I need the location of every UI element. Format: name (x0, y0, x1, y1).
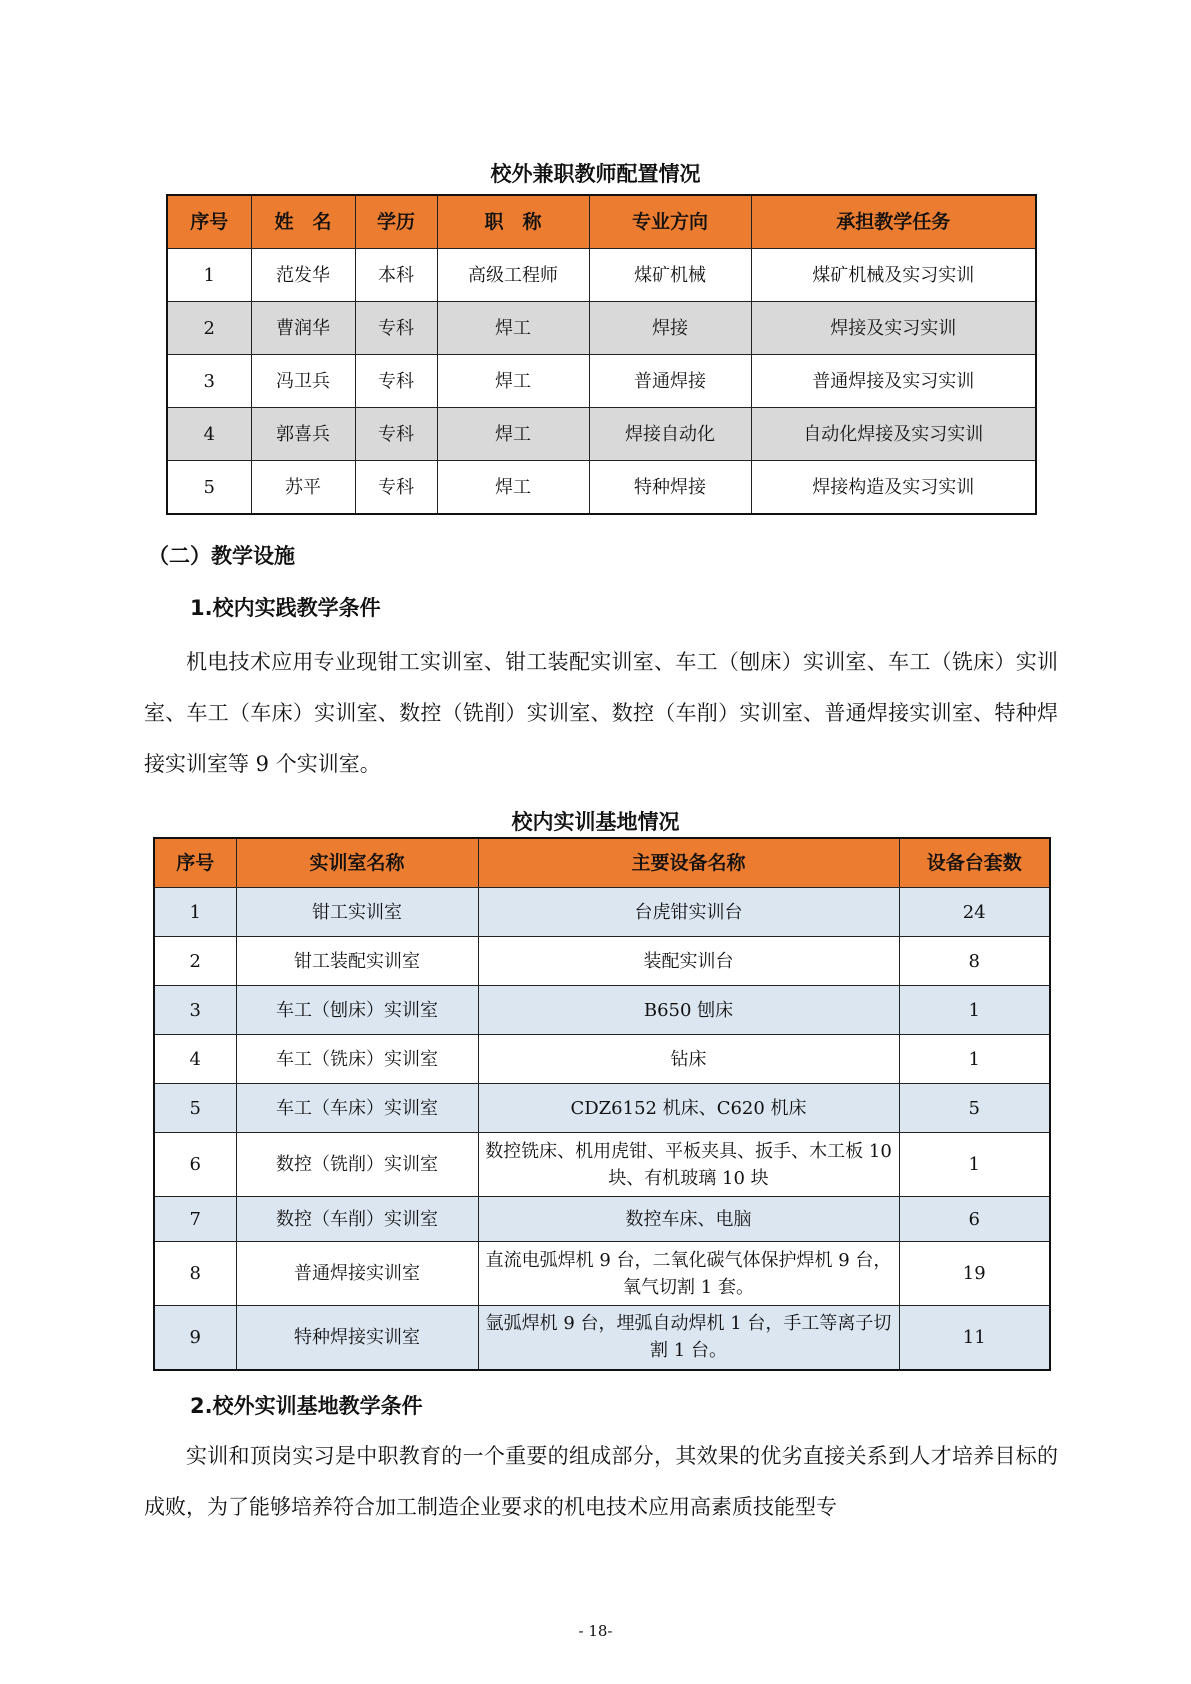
table-cell: 4 (154, 1035, 236, 1084)
table-row (167, 461, 1036, 515)
table-cell: 钳工装配实训室 (236, 937, 478, 986)
subsection-title-1: 1.校内实践教学条件 (190, 596, 381, 620)
table-row (154, 1242, 1050, 1306)
table-cell: 8 (154, 1242, 236, 1306)
table-cell: 数控铣床、机用虎钳、平板夹具、扳手、木工板 10 块、有机玻璃 10 块 (478, 1133, 899, 1197)
table-cell: 钳工实训室 (236, 888, 478, 937)
header-cell: 承担教学任务 (751, 195, 1036, 249)
table-cell: 煤矿机械及实习实训 (751, 249, 1036, 302)
header-cell: 职 称 (437, 195, 589, 249)
paragraph-2: 实训和顶岗实习是中职教育的一个重要的组成部分，其效果的优劣直接关系到人才培养目标的成败，为了能够培养符合加工制造企业要求的机电技术应用高素质技能型专 (144, 1444, 1058, 1519)
table-cell: 数控车床、电脑 (478, 1197, 899, 1242)
table-cell: 煤矿机械 (589, 249, 751, 302)
table-cell: 6 (899, 1197, 1050, 1242)
table-cell: 3 (167, 355, 251, 408)
table-cell: 特种焊接实训室 (236, 1306, 478, 1370)
table-cell: 5 (154, 1084, 236, 1133)
section-title: （二）教学设施 (148, 544, 295, 568)
table-cell: 焊接 (589, 302, 751, 355)
table-cell: 1 (899, 1133, 1050, 1197)
table-cell: 普通焊接及实习实训 (751, 355, 1036, 408)
table-cell: 24 (899, 888, 1050, 937)
table-cell: 5 (167, 461, 251, 515)
table-cell: 车工（刨床）实训室 (236, 986, 478, 1035)
table2-title: 校内实训基地情况 (511, 810, 680, 834)
table-row (154, 1197, 1050, 1242)
table-cell: 数控（铣削）实训室 (236, 1133, 478, 1197)
table-row (154, 1035, 1050, 1084)
training-base-table (153, 837, 1051, 1371)
table-cell: 3 (154, 986, 236, 1035)
table-row (154, 888, 1050, 937)
table-cell: 车工（车床）实训室 (236, 1084, 478, 1133)
table-row (154, 986, 1050, 1035)
header-cell: 序号 (154, 838, 236, 888)
header-cell: 学历 (355, 195, 437, 249)
header-cell: 实训室名称 (236, 838, 478, 888)
table-cell: 5 (899, 1084, 1050, 1133)
table-cell: 范发华 (251, 249, 355, 302)
table-cell: 专科 (355, 302, 437, 355)
table-cell: CDZ6152 机床、C620 机床 (478, 1084, 899, 1133)
table-cell: 氩弧焊机 9 台，埋弧自动焊机 1 台，手工等离子切割 1 台。 (478, 1306, 899, 1370)
table-cell: 本科 (355, 249, 437, 302)
table-cell: 6 (154, 1133, 236, 1197)
table-cell: 焊接及实习实训 (751, 302, 1036, 355)
table-cell: 高级工程师 (437, 249, 589, 302)
table-cell: 1 (899, 986, 1050, 1035)
header-cell: 姓 名 (251, 195, 355, 249)
table-cell: 苏平 (251, 461, 355, 515)
header-cell: 专业方向 (589, 195, 751, 249)
table-cell: 焊工 (437, 302, 589, 355)
table-cell: 焊工 (437, 355, 589, 408)
table-cell: B650 刨床 (478, 986, 899, 1035)
paragraph-1: 机电技术应用专业现钳工实训室、钳工装配实训室、车工（刨床）实训室、车工（铣床）实训室、车工（车床）实训室、数控（铣削）实训室、数控（车削）实训室、普通焊接实训室、特种焊接实训室等 9 个实训室。 (144, 650, 1058, 776)
table-cell: 1 (899, 1035, 1050, 1084)
table-cell: 焊接自动化 (589, 408, 751, 461)
table-cell: 11 (899, 1306, 1050, 1370)
header-cell: 主要设备名称 (478, 838, 899, 888)
table-cell: 台虎钳实训台 (478, 888, 899, 937)
table-cell: 1 (167, 249, 251, 302)
table-row (154, 937, 1050, 986)
table-cell: 普通焊接 (589, 355, 751, 408)
table1-title: 校外兼职教师配置情况 (490, 162, 701, 186)
table-header-row (167, 195, 1036, 249)
table-cell: 焊接构造及实习实训 (751, 461, 1036, 515)
table-cell: 直流电弧焊机 9 台，二氧化碳气体保护焊机 9 台，氧气切割 1 套。 (478, 1242, 899, 1306)
table-cell: 2 (154, 937, 236, 986)
page-number: - 18- (578, 1622, 613, 1640)
header-cell: 设备台套数 (899, 838, 1050, 888)
table-cell: 普通焊接实训室 (236, 1242, 478, 1306)
table-row (167, 355, 1036, 408)
table-row (154, 1133, 1050, 1197)
table-row (154, 1306, 1050, 1370)
table-cell: 曹润华 (251, 302, 355, 355)
table-cell: 焊工 (437, 408, 589, 461)
table-row (167, 408, 1036, 461)
table-row (154, 1084, 1050, 1133)
table-cell: 钻床 (478, 1035, 899, 1084)
table-cell: 8 (899, 937, 1050, 986)
table-cell: 数控（车削）实训室 (236, 1197, 478, 1242)
table-cell: 装配实训台 (478, 937, 899, 986)
table-cell: 特种焊接 (589, 461, 751, 515)
table-cell: 专科 (355, 355, 437, 408)
table-cell: 1 (154, 888, 236, 937)
table-cell: 专科 (355, 461, 437, 515)
table-cell: 7 (154, 1197, 236, 1242)
table-cell: 冯卫兵 (251, 355, 355, 408)
table-row (167, 249, 1036, 302)
table-cell: 4 (167, 408, 251, 461)
table-cell: 专科 (355, 408, 437, 461)
part-time-teacher-table (166, 194, 1037, 515)
table-row (167, 302, 1036, 355)
table-cell: 19 (899, 1242, 1050, 1306)
table-cell: 9 (154, 1306, 236, 1370)
table-cell: 自动化焊接及实习实训 (751, 408, 1036, 461)
table-cell: 郭喜兵 (251, 408, 355, 461)
header-cell: 序号 (167, 195, 251, 249)
table-header-row (154, 838, 1050, 888)
table-cell: 车工（铣床）实训室 (236, 1035, 478, 1084)
table-cell: 焊工 (437, 461, 589, 515)
subsection-title-2: 2.校外实训基地教学条件 (190, 1394, 423, 1418)
table-cell: 2 (167, 302, 251, 355)
